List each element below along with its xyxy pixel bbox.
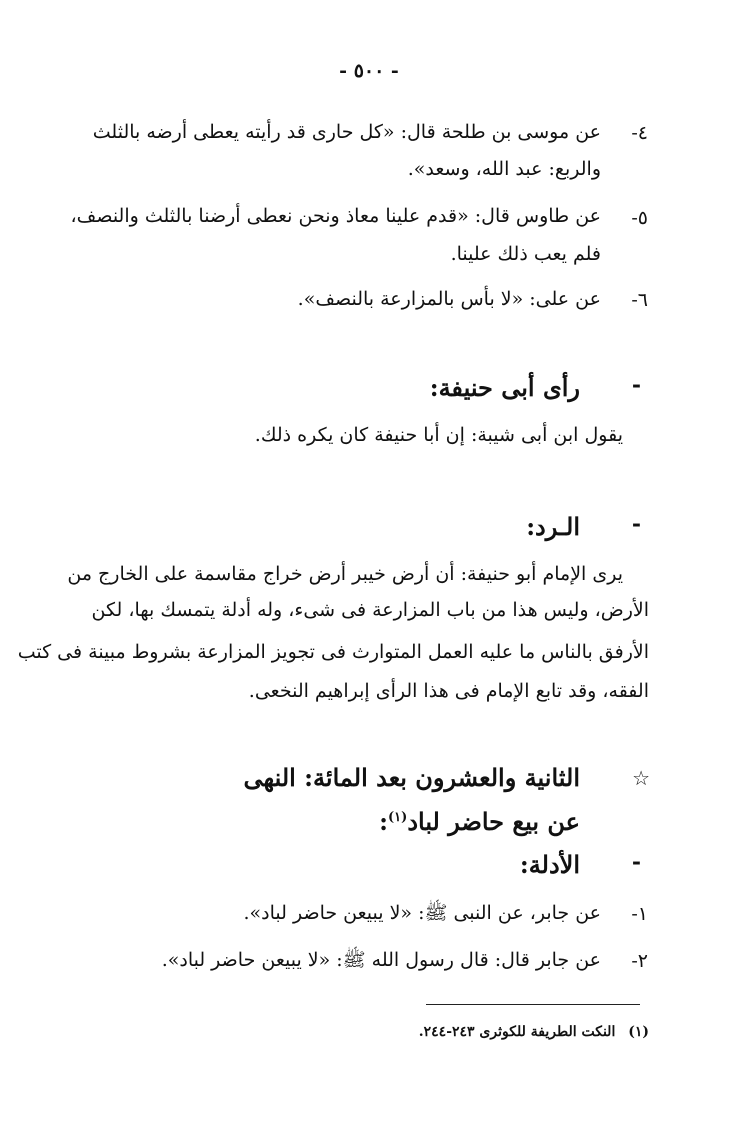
section-heading-122-line-2 [379,807,580,836]
item-1-text: عن جابر، عن النبى ﷺ: «لا يبيعن حاضر لباد». [243,902,601,924]
section-dash: - [631,511,641,537]
item-4-line-1: عن موسى بن طلحة قال: «كل حارى قد رأيته يعطى أرضه بالثلث [92,121,601,143]
reply-line-3: الأرفق بالناس ما عليه العمل المتوارث فى تجويز المزارعة بشروط مبينة فى كتب [17,641,649,663]
item-number-2: ٢- [631,950,648,972]
reply-line-4: الفقه، وقد تابع الإمام فى هذا الرأى إبراهيم النخعى. [248,680,649,702]
section-dash: - [631,372,641,398]
section-heading-122-line-1: الثانية والعشرون بعد المائة: النهى [243,763,580,792]
item-5-line-2: فلم يعب ذلك علينا. [450,243,601,265]
star-icon: ☆ [632,766,650,790]
item-number-1: ١- [631,903,648,925]
item-6-line-1: عن على: «لا بأس بالمزارعة بالنصف». [297,288,601,310]
item-5-line-1: عن طاوس قال: «قدم علينا معاذ ونحن نعطى أرضنا بالثلث والنصف، [70,205,601,227]
item-number-4: ٤- [631,122,648,144]
heading-colon: : [379,807,389,836]
footnote-marker: (١) [628,1024,649,1040]
abu-hanifa-text: يقول ابن أبى شيبة: إن أبا حنيفة كان يكره ذلك. [254,424,623,446]
footnote-separator [426,1004,640,1005]
footnote [419,1024,649,1040]
reply-line-2: الأرض، وليس هذا من باب المزارعة فى شىء، وله أدلة يتمسك بها، لكن [91,599,649,621]
item-number-6: ٦- [631,289,648,311]
item-2-text: عن جابر قال: قال رسول الله ﷺ: «لا يبيعن حاضر لباد». [161,949,601,971]
item-number-5: ٥- [631,207,648,229]
section-heading-evidence: الأدلة: [519,850,580,879]
heading-text: عن بيع حاضر لباد [407,807,580,836]
footnote-reference: (١) [388,810,408,825]
section-heading-reply: الـرد: [526,512,580,541]
section-dash: - [631,849,641,875]
reply-line-1: يرى الإمام أبو حنيفة: أن أرض خيبر أرض خراج مقاسمة على الخارج من [67,563,623,585]
item-4-line-2: والربع: عبد الله، وسعد». [407,158,601,180]
footnote-text: النكت الطريفة للكوثرى ٢٤٣-٢٤٤. [418,1024,616,1040]
section-heading-abu-hanifa: رأى أبى حنيفة: [429,373,580,402]
page-number: - ٥٠٠ - [339,60,399,82]
